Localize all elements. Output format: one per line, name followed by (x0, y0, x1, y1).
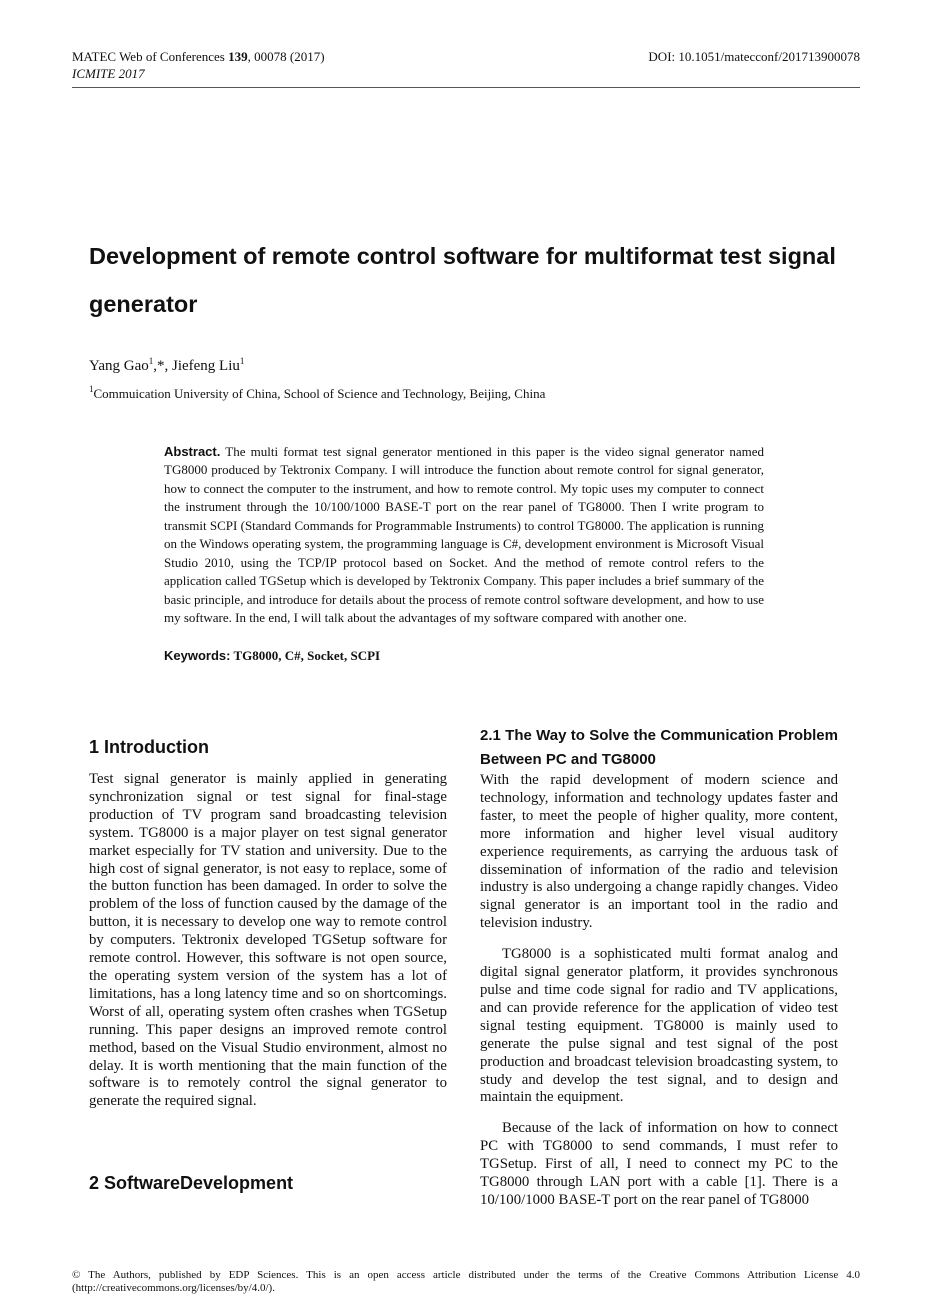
paper-title: Development of remote control software for multiformat test signal generator (89, 243, 836, 317)
license-footer: © The Authors, published by EDP Sciences. This is an open access article distributed under the terms of the Creative Commons Attribution License 4.0 (http://creativecommons.org/licenses/by/4.0/). (72, 1269, 860, 1294)
introduction-paragraph: Test signal generator is mainly applied in generating synchronization signal or test signal for final-stage production of TV program sand broadcasting television system. TG8000 is a major player on test signal generator market especially for TV station and university. Due to the high cost of signal generator, is not easy to replace, some of the button function has been damaged. In order to solve the problem of the loss of function caused by the damage of the button, it is necessary to develop one way to remote control by computers. Tektronix developed TGSetup software for remote control. However, this software is not open source, the operating system version of the system has a lot of limitations, has a long latency time and so on shortcomings. Worst of all, operating system often crashes when TGSetup running. This paper designs an improved remote control method, based on the Visual Studio environment, almost no delay. It is worth mentioning that the main function of the software is to remotely control the signal generator to generate the required signal. (89, 771, 447, 1110)
header-divider (72, 87, 860, 88)
section-heading-software-development: 2 SoftwareDevelopment (89, 1173, 294, 1193)
author-name: Yang Gao (89, 358, 149, 374)
right-column (480, 772, 838, 1210)
abstract (164, 443, 764, 628)
section-heading-introduction: 1 Introduction (89, 737, 209, 757)
subsection-heading-communication: 2.1 The Way to Solve the Communication Problem Between PC and TG8000 (480, 727, 838, 768)
affiliation-mark: 1 (148, 356, 154, 366)
journal-citation: MATEC Web of Conferences 139, 00078 (2017) (72, 49, 325, 64)
body-paragraph: With the rapid development of modern science and technology, information and technology updates faster and faster, to meet the people of higher quality, more content, more information and higher level visual auditory experience requirements, as carrying the arduous task of dissemination of information of the radio and television industry is also undergoing a change rapidly changes. Video signal generator is an important tool in the radio and television industry. (480, 772, 838, 932)
affiliation-mark: 1 (239, 356, 245, 366)
abstract-label: Abstract. (164, 444, 221, 459)
affiliation-mark: 1 (89, 384, 94, 394)
body-paragraph: TG8000 is a sophisticated multi format analog and digital signal generator platform, it provides synchronous pulse and time code signal for radio and TV applications, and can provide reference for the application of video test signal testing equipment. TG8000 is mainly used to generate the pulse signal and test signal of the post production and broadcast television broadcasting system, to study and develop the test signal, and to design and maintain the equipment. (480, 946, 838, 1106)
doi-link[interactable]: DOI: 10.1051/matecconf/201713900078 (648, 49, 860, 64)
author-name: Jiefeng Liu (171, 358, 240, 374)
journal-volume: 139 (228, 49, 248, 64)
affiliation (89, 385, 545, 402)
affiliation-text: Commuication University of China, School of Science and Technology, Beijing, China (93, 386, 546, 401)
keywords-value: TG8000, C#, Socket, SCPI (230, 648, 381, 663)
corresponding-mark: ,*, (153, 358, 172, 374)
keywords-label: Keywords: (164, 648, 231, 663)
introduction-column (89, 771, 447, 1111)
abstract-text: The multi format test signal generator mentioned in this paper is the video signal generator named TG8000 produced by Tektronix Company. I will introduce the function about remote control for signal generator, how to connect the computer to the instrument, and how to remote control. My topic uses my computer to connect the instrument through the 10/100/1000 BASE-T port on the rear panel of TG8000. Then I write program to transmit SCPI (Standard Commands for Programmable Instruments) to control TG8000. The application is running on the Windows operating system, the programming language is C#, development environment is Microsoft Visual Studio 2010, using the TCP/IP protocol based on Socket. And the method of remote control refers to the application called TGSetup which is developed by Tektronix Company. This paper includes a brief summary of the basic principle, and introduce for details about the process of remote control software development, and how to use my software. In the end, I will talk about the advantages of my software compared with another one. (164, 444, 764, 626)
conference-name: ICMITE 2017 (72, 66, 145, 81)
keywords (164, 647, 380, 664)
body-paragraph: Because of the lack of information on how to connect PC with TG8000 to send commands, I must refer to TGSetup. First of all, I need to connect my PC to the TG8000 through LAN port with a cable [1]. There is a 10/100/1000 BASE-T port on the rear panel of TG8000 (480, 1120, 838, 1208)
author-list (89, 357, 244, 375)
